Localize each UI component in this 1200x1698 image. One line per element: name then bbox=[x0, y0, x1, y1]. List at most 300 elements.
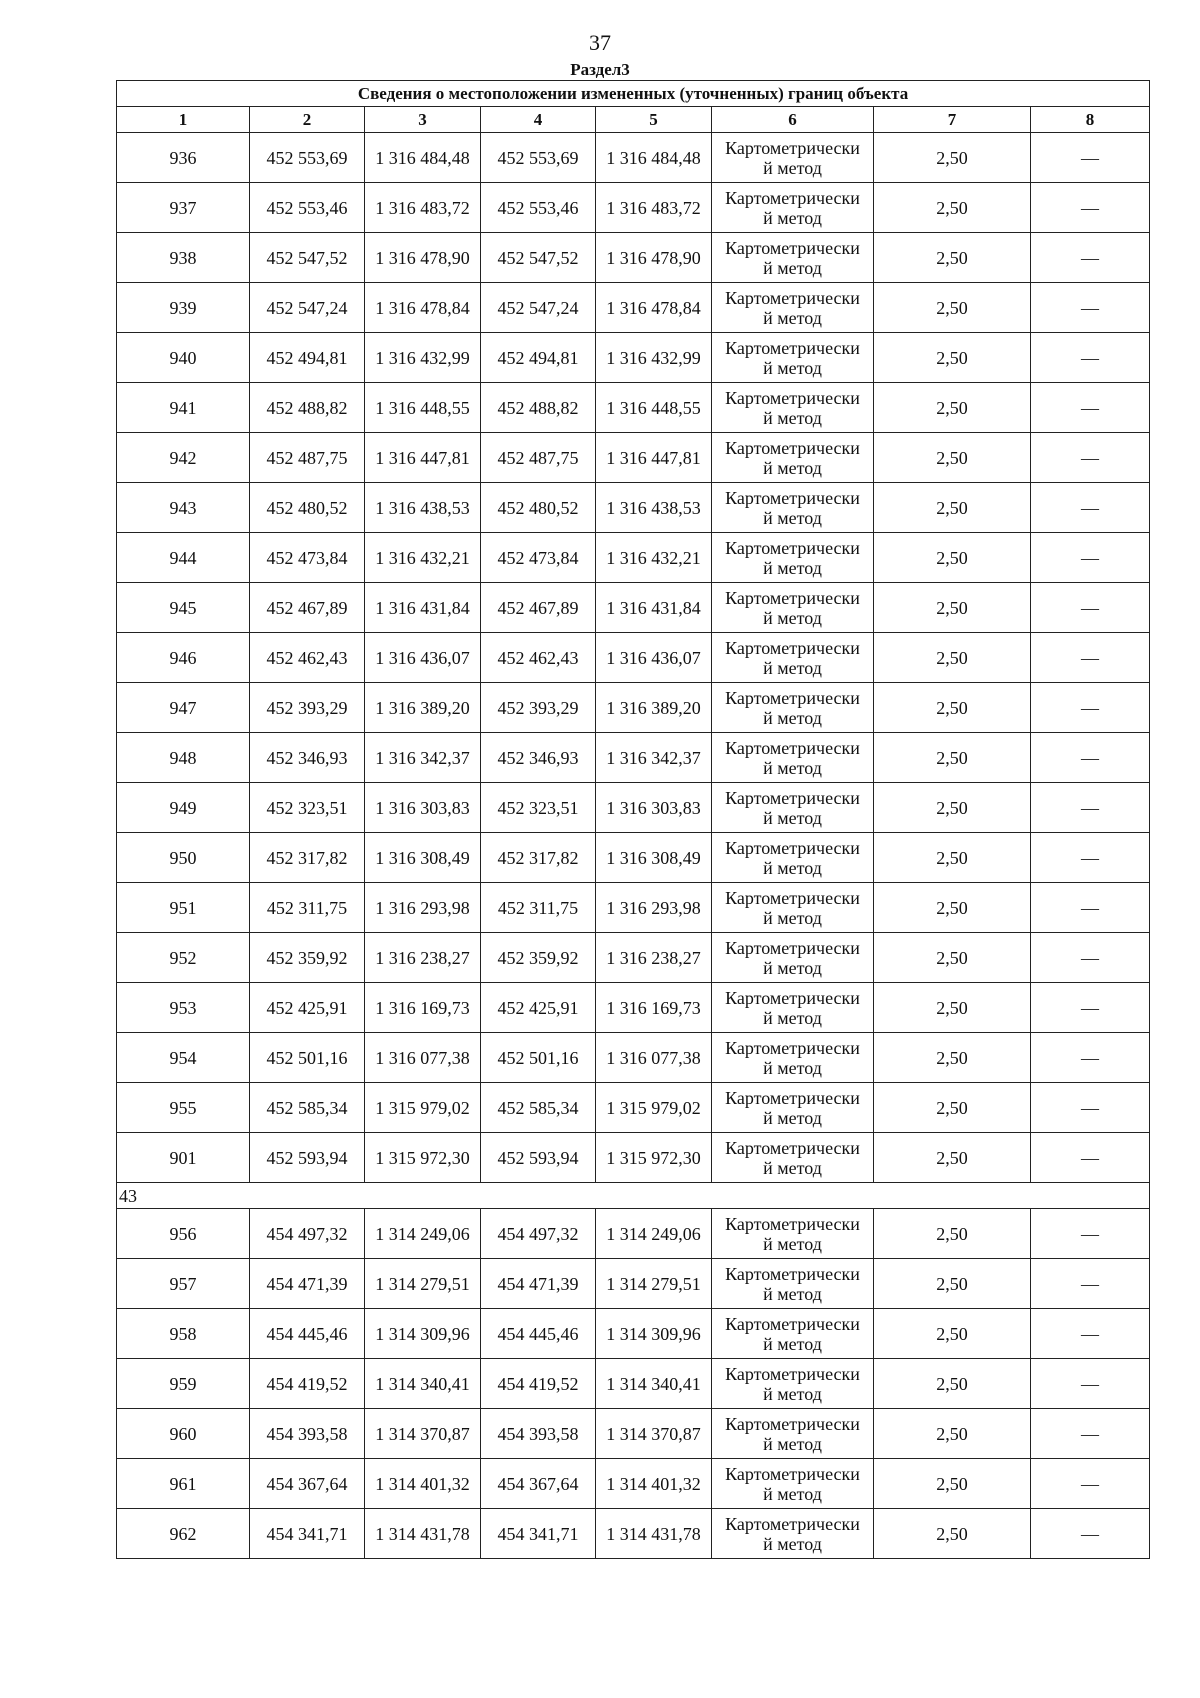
description-dash: — bbox=[1031, 183, 1150, 233]
method-text-line-2: й метод bbox=[763, 307, 822, 328]
description-dash: — bbox=[1031, 1133, 1150, 1183]
method-text-line-1: Картометрически bbox=[725, 1463, 860, 1484]
y-new: 1 316 432,21 bbox=[596, 533, 712, 583]
method-text-line-2: й метод bbox=[763, 257, 822, 278]
accuracy-value: 2,50 bbox=[874, 733, 1031, 783]
description-dash: — bbox=[1031, 533, 1150, 583]
description-dash: — bbox=[1031, 383, 1150, 433]
accuracy-value: 2,50 bbox=[874, 483, 1031, 533]
point-number: 954 bbox=[117, 1033, 250, 1083]
x-existing: 452 488,82 bbox=[250, 383, 365, 433]
x-new: 452 317,82 bbox=[481, 833, 596, 883]
y-new: 1 314 309,96 bbox=[596, 1309, 712, 1359]
point-number: 901 bbox=[117, 1133, 250, 1183]
method-text-line-2: й метод bbox=[763, 457, 822, 478]
y-existing: 1 314 309,96 bbox=[365, 1309, 481, 1359]
table-row bbox=[117, 1033, 1150, 1083]
y-new: 1 314 249,06 bbox=[596, 1209, 712, 1259]
table-row bbox=[117, 283, 1150, 333]
x-new: 452 494,81 bbox=[481, 333, 596, 383]
description-dash: — bbox=[1031, 433, 1150, 483]
method-cell bbox=[712, 583, 874, 633]
x-new: 452 488,82 bbox=[481, 383, 596, 433]
description-dash: — bbox=[1031, 633, 1150, 683]
x-existing: 452 473,84 bbox=[250, 533, 365, 583]
y-new: 1 316 448,55 bbox=[596, 383, 712, 433]
point-number: 945 bbox=[117, 583, 250, 633]
x-existing: 452 425,91 bbox=[250, 983, 365, 1033]
point-number: 956 bbox=[117, 1209, 250, 1259]
point-number: 951 bbox=[117, 883, 250, 933]
y-new: 1 316 438,53 bbox=[596, 483, 712, 533]
description-dash: — bbox=[1031, 583, 1150, 633]
method-cell bbox=[712, 133, 874, 183]
description-dash: — bbox=[1031, 733, 1150, 783]
y-new: 1 316 169,73 bbox=[596, 983, 712, 1033]
method-text-line-2: й метод bbox=[763, 207, 822, 228]
table-row bbox=[117, 683, 1150, 733]
point-number: 942 bbox=[117, 433, 250, 483]
table-caption: Сведения о местоположении измененных (уточненных) границ объекта bbox=[117, 81, 1150, 107]
point-number: 953 bbox=[117, 983, 250, 1033]
x-new: 452 393,29 bbox=[481, 683, 596, 733]
description-dash: — bbox=[1031, 1509, 1150, 1559]
method-text-line-2: й метод bbox=[763, 807, 822, 828]
y-new: 1 316 478,84 bbox=[596, 283, 712, 333]
accuracy-value: 2,50 bbox=[874, 383, 1031, 433]
x-new: 452 480,52 bbox=[481, 483, 596, 533]
accuracy-value: 2,50 bbox=[874, 183, 1031, 233]
y-new: 1 314 279,51 bbox=[596, 1259, 712, 1309]
method-text-line-1: Картометрически bbox=[725, 687, 860, 708]
table-row bbox=[117, 583, 1150, 633]
table-row bbox=[117, 783, 1150, 833]
method-text-line-1: Картометрически bbox=[725, 1213, 860, 1234]
table-row bbox=[117, 833, 1150, 883]
table-row bbox=[117, 233, 1150, 283]
x-existing: 452 585,34 bbox=[250, 1083, 365, 1133]
method-cell bbox=[712, 333, 874, 383]
column-number-5: 5 bbox=[596, 107, 712, 133]
description-dash: — bbox=[1031, 1209, 1150, 1259]
y-existing: 1 316 169,73 bbox=[365, 983, 481, 1033]
point-number: 946 bbox=[117, 633, 250, 683]
y-existing: 1 316 303,83 bbox=[365, 783, 481, 833]
point-number: 936 bbox=[117, 133, 250, 183]
method-cell bbox=[712, 1209, 874, 1259]
table-row bbox=[117, 1209, 1150, 1259]
x-new: 452 547,52 bbox=[481, 233, 596, 283]
description-dash: — bbox=[1031, 133, 1150, 183]
boundary-coordinates-table bbox=[116, 80, 1150, 1559]
method-text-line-1: Картометрически bbox=[725, 1413, 860, 1434]
method-cell bbox=[712, 233, 874, 283]
point-number: 941 bbox=[117, 383, 250, 433]
y-new: 1 316 238,27 bbox=[596, 933, 712, 983]
y-existing: 1 316 478,90 bbox=[365, 233, 481, 283]
method-text-line-2: й метод bbox=[763, 1007, 822, 1028]
method-cell bbox=[712, 883, 874, 933]
accuracy-value: 2,50 bbox=[874, 1459, 1031, 1509]
method-text-line-2: й метод bbox=[763, 357, 822, 378]
y-existing: 1 314 431,78 bbox=[365, 1509, 481, 1559]
table-row bbox=[117, 183, 1150, 233]
method-cell bbox=[712, 1409, 874, 1459]
y-new: 1 316 077,38 bbox=[596, 1033, 712, 1083]
x-existing: 452 323,51 bbox=[250, 783, 365, 833]
y-new: 1 316 293,98 bbox=[596, 883, 712, 933]
point-number: 960 bbox=[117, 1409, 250, 1459]
y-existing: 1 316 389,20 bbox=[365, 683, 481, 733]
x-new: 452 425,91 bbox=[481, 983, 596, 1033]
y-existing: 1 314 249,06 bbox=[365, 1209, 481, 1259]
y-new: 1 316 483,72 bbox=[596, 183, 712, 233]
method-cell bbox=[712, 1259, 874, 1309]
point-number: 948 bbox=[117, 733, 250, 783]
x-new: 452 553,46 bbox=[481, 183, 596, 233]
accuracy-value: 2,50 bbox=[874, 333, 1031, 383]
method-cell bbox=[712, 733, 874, 783]
description-dash: — bbox=[1031, 483, 1150, 533]
accuracy-value: 2,50 bbox=[874, 233, 1031, 283]
table-row bbox=[117, 1259, 1150, 1309]
column-number-7: 7 bbox=[874, 107, 1031, 133]
point-number: 955 bbox=[117, 1083, 250, 1133]
y-existing: 1 314 401,32 bbox=[365, 1459, 481, 1509]
x-existing: 452 487,75 bbox=[250, 433, 365, 483]
table-row bbox=[117, 483, 1150, 533]
y-existing: 1 316 077,38 bbox=[365, 1033, 481, 1083]
method-text-line-1: Картометрически bbox=[725, 737, 860, 758]
point-number: 944 bbox=[117, 533, 250, 583]
point-number: 938 bbox=[117, 233, 250, 283]
section-title: Раздел3 bbox=[570, 60, 630, 79]
x-existing: 452 317,82 bbox=[250, 833, 365, 883]
x-new: 454 471,39 bbox=[481, 1259, 596, 1309]
method-cell bbox=[712, 483, 874, 533]
y-new: 1 316 308,49 bbox=[596, 833, 712, 883]
table-row bbox=[117, 1359, 1150, 1409]
point-number: 959 bbox=[117, 1359, 250, 1409]
accuracy-value: 2,50 bbox=[874, 433, 1031, 483]
method-cell bbox=[712, 1133, 874, 1183]
table-row bbox=[117, 633, 1150, 683]
x-new: 452 553,69 bbox=[481, 133, 596, 183]
description-dash: — bbox=[1031, 783, 1150, 833]
x-existing: 454 341,71 bbox=[250, 1509, 365, 1559]
x-new: 452 462,43 bbox=[481, 633, 596, 683]
method-text-line-2: й метод bbox=[763, 1107, 822, 1128]
x-new: 452 501,16 bbox=[481, 1033, 596, 1083]
y-existing: 1 316 238,27 bbox=[365, 933, 481, 983]
column-number-2: 2 bbox=[250, 107, 365, 133]
y-existing: 1 316 447,81 bbox=[365, 433, 481, 483]
y-new: 1 316 431,84 bbox=[596, 583, 712, 633]
method-text-line-2: й метод bbox=[763, 607, 822, 628]
accuracy-value: 2,50 bbox=[874, 1209, 1031, 1259]
accuracy-value: 2,50 bbox=[874, 533, 1031, 583]
x-new: 454 341,71 bbox=[481, 1509, 596, 1559]
method-text-line-1: Картометрически bbox=[725, 287, 860, 308]
group-label: 43 bbox=[117, 1183, 1150, 1209]
point-number: 950 bbox=[117, 833, 250, 883]
table-row bbox=[117, 1133, 1150, 1183]
method-text-line-2: й метод bbox=[763, 907, 822, 928]
y-new: 1 316 436,07 bbox=[596, 633, 712, 683]
column-number-4: 4 bbox=[481, 107, 596, 133]
x-new: 454 445,46 bbox=[481, 1309, 596, 1359]
method-text-line-2: й метод bbox=[763, 1383, 822, 1404]
method-text-line-1: Картометрически bbox=[725, 1363, 860, 1384]
x-existing: 452 553,46 bbox=[250, 183, 365, 233]
method-text-line-2: й метод bbox=[763, 1233, 822, 1254]
x-existing: 452 494,81 bbox=[250, 333, 365, 383]
method-text-line-1: Картометрически bbox=[725, 337, 860, 358]
table-row bbox=[117, 1409, 1150, 1459]
method-text-line-1: Картометрически bbox=[725, 987, 860, 1008]
method-text-line-1: Картометрически bbox=[725, 187, 860, 208]
x-new: 452 585,34 bbox=[481, 1083, 596, 1133]
method-cell bbox=[712, 683, 874, 733]
method-text-line-2: й метод bbox=[763, 1483, 822, 1504]
x-existing: 454 445,46 bbox=[250, 1309, 365, 1359]
accuracy-value: 2,50 bbox=[874, 133, 1031, 183]
description-dash: — bbox=[1031, 233, 1150, 283]
point-number: 939 bbox=[117, 283, 250, 333]
method-text-line-2: й метод bbox=[763, 1333, 822, 1354]
table-row bbox=[117, 883, 1150, 933]
y-new: 1 315 972,30 bbox=[596, 1133, 712, 1183]
description-dash: — bbox=[1031, 1259, 1150, 1309]
y-existing: 1 316 342,37 bbox=[365, 733, 481, 783]
table-row bbox=[117, 1459, 1150, 1509]
x-new: 452 359,92 bbox=[481, 933, 596, 983]
method-cell bbox=[712, 533, 874, 583]
accuracy-value: 2,50 bbox=[874, 1359, 1031, 1409]
accuracy-value: 2,50 bbox=[874, 1259, 1031, 1309]
y-new: 1 315 979,02 bbox=[596, 1083, 712, 1133]
point-number: 947 bbox=[117, 683, 250, 733]
table-row bbox=[117, 983, 1150, 1033]
x-new: 452 311,75 bbox=[481, 883, 596, 933]
y-existing: 1 314 370,87 bbox=[365, 1409, 481, 1459]
accuracy-value: 2,50 bbox=[874, 583, 1031, 633]
description-dash: — bbox=[1031, 933, 1150, 983]
table-row bbox=[117, 1309, 1150, 1359]
point-number: 957 bbox=[117, 1259, 250, 1309]
method-cell bbox=[712, 1033, 874, 1083]
description-dash: — bbox=[1031, 1033, 1150, 1083]
column-number-3: 3 bbox=[365, 107, 481, 133]
x-new: 454 419,52 bbox=[481, 1359, 596, 1409]
y-existing: 1 316 432,21 bbox=[365, 533, 481, 583]
x-existing: 454 419,52 bbox=[250, 1359, 365, 1409]
x-existing: 454 471,39 bbox=[250, 1259, 365, 1309]
method-cell bbox=[712, 1509, 874, 1559]
x-new: 452 487,75 bbox=[481, 433, 596, 483]
point-number: 943 bbox=[117, 483, 250, 533]
table-caption-row bbox=[117, 81, 1150, 107]
y-existing: 1 316 436,07 bbox=[365, 633, 481, 683]
table-row bbox=[117, 533, 1150, 583]
description-dash: — bbox=[1031, 1409, 1150, 1459]
method-cell bbox=[712, 1359, 874, 1409]
x-existing: 452 393,29 bbox=[250, 683, 365, 733]
x-existing: 452 480,52 bbox=[250, 483, 365, 533]
method-cell bbox=[712, 283, 874, 333]
y-existing: 1 316 483,72 bbox=[365, 183, 481, 233]
y-existing: 1 316 308,49 bbox=[365, 833, 481, 883]
x-new: 454 497,32 bbox=[481, 1209, 596, 1259]
accuracy-value: 2,50 bbox=[874, 1509, 1031, 1559]
method-text-line-1: Картометрически bbox=[725, 1513, 860, 1534]
point-number: 949 bbox=[117, 783, 250, 833]
method-text-line-1: Картометрически bbox=[725, 237, 860, 258]
method-cell bbox=[712, 833, 874, 883]
y-existing: 1 316 431,84 bbox=[365, 583, 481, 633]
method-text-line-2: й метод bbox=[763, 1157, 822, 1178]
group-row bbox=[117, 1183, 1150, 1209]
y-new: 1 314 401,32 bbox=[596, 1459, 712, 1509]
x-new: 452 323,51 bbox=[481, 783, 596, 833]
x-new: 452 346,93 bbox=[481, 733, 596, 783]
method-text-line-1: Картометрически bbox=[725, 787, 860, 808]
y-new: 1 316 432,99 bbox=[596, 333, 712, 383]
method-cell bbox=[712, 983, 874, 1033]
table-row bbox=[117, 333, 1150, 383]
accuracy-value: 2,50 bbox=[874, 983, 1031, 1033]
accuracy-value: 2,50 bbox=[874, 1409, 1031, 1459]
method-cell bbox=[712, 633, 874, 683]
description-dash: — bbox=[1031, 1359, 1150, 1409]
method-text-line-1: Картометрически bbox=[725, 1313, 860, 1334]
method-text-line-2: й метод bbox=[763, 557, 822, 578]
method-cell bbox=[712, 1083, 874, 1133]
method-text-line-1: Картометрически bbox=[725, 487, 860, 508]
x-existing: 452 547,24 bbox=[250, 283, 365, 333]
method-text-line-2: й метод bbox=[763, 957, 822, 978]
method-text-line-1: Картометрически bbox=[725, 387, 860, 408]
method-cell bbox=[712, 383, 874, 433]
x-new: 454 393,58 bbox=[481, 1409, 596, 1459]
accuracy-value: 2,50 bbox=[874, 683, 1031, 733]
method-cell bbox=[712, 933, 874, 983]
column-number-8: 8 bbox=[1031, 107, 1150, 133]
method-text-line-2: й метод bbox=[763, 157, 822, 178]
x-existing: 452 553,69 bbox=[250, 133, 365, 183]
table-row bbox=[117, 383, 1150, 433]
accuracy-value: 2,50 bbox=[874, 1083, 1031, 1133]
method-text-line-1: Картометрически bbox=[725, 587, 860, 608]
method-cell bbox=[712, 433, 874, 483]
table-row bbox=[117, 433, 1150, 483]
method-text-line-2: й метод bbox=[763, 1283, 822, 1304]
table-body bbox=[117, 81, 1150, 1559]
method-text-line-1: Картометрически bbox=[725, 887, 860, 908]
x-existing: 452 501,16 bbox=[250, 1033, 365, 1083]
y-new: 1 314 340,41 bbox=[596, 1359, 712, 1409]
method-text-line-2: й метод bbox=[763, 707, 822, 728]
accuracy-value: 2,50 bbox=[874, 933, 1031, 983]
y-new: 1 316 478,90 bbox=[596, 233, 712, 283]
accuracy-value: 2,50 bbox=[874, 1133, 1031, 1183]
y-new: 1 316 447,81 bbox=[596, 433, 712, 483]
accuracy-value: 2,50 bbox=[874, 283, 1031, 333]
column-number-1: 1 bbox=[117, 107, 250, 133]
description-dash: — bbox=[1031, 1459, 1150, 1509]
y-existing: 1 316 438,53 bbox=[365, 483, 481, 533]
method-text-line-1: Картометрически bbox=[725, 1037, 860, 1058]
column-number-6: 6 bbox=[712, 107, 874, 133]
method-text-line-1: Картометрически bbox=[725, 637, 860, 658]
accuracy-value: 2,50 bbox=[874, 783, 1031, 833]
method-text-line-1: Картометрически bbox=[725, 837, 860, 858]
method-text-line-1: Картометрически bbox=[725, 137, 860, 158]
method-text-line-2: й метод bbox=[763, 1433, 822, 1454]
y-existing: 1 314 279,51 bbox=[365, 1259, 481, 1309]
x-new: 452 467,89 bbox=[481, 583, 596, 633]
description-dash: — bbox=[1031, 833, 1150, 883]
table-row bbox=[117, 1509, 1150, 1559]
accuracy-value: 2,50 bbox=[874, 833, 1031, 883]
accuracy-value: 2,50 bbox=[874, 1033, 1031, 1083]
accuracy-value: 2,50 bbox=[874, 883, 1031, 933]
description-dash: — bbox=[1031, 883, 1150, 933]
method-text-line-2: й метод bbox=[763, 1533, 822, 1554]
method-text-line-1: Картометрически bbox=[725, 937, 860, 958]
method-cell bbox=[712, 1309, 874, 1359]
x-existing: 452 467,89 bbox=[250, 583, 365, 633]
point-number: 958 bbox=[117, 1309, 250, 1359]
method-cell bbox=[712, 183, 874, 233]
accuracy-value: 2,50 bbox=[874, 633, 1031, 683]
y-new: 1 316 389,20 bbox=[596, 683, 712, 733]
method-text-line-1: Картометрически bbox=[725, 537, 860, 558]
y-existing: 1 316 484,48 bbox=[365, 133, 481, 183]
y-new: 1 316 303,83 bbox=[596, 783, 712, 833]
accuracy-value: 2,50 bbox=[874, 1309, 1031, 1359]
y-existing: 1 315 979,02 bbox=[365, 1083, 481, 1133]
y-existing: 1 316 478,84 bbox=[365, 283, 481, 333]
table-row bbox=[117, 733, 1150, 783]
x-existing: 452 593,94 bbox=[250, 1133, 365, 1183]
x-existing: 452 547,52 bbox=[250, 233, 365, 283]
x-new: 452 593,94 bbox=[481, 1133, 596, 1183]
table-row bbox=[117, 933, 1150, 983]
point-number: 962 bbox=[117, 1509, 250, 1559]
method-text-line-2: й метод bbox=[763, 407, 822, 428]
y-existing: 1 316 293,98 bbox=[365, 883, 481, 933]
method-text-line-2: й метод bbox=[763, 757, 822, 778]
method-text-line-1: Картометрически bbox=[725, 1263, 860, 1284]
x-existing: 454 393,58 bbox=[250, 1409, 365, 1459]
description-dash: — bbox=[1031, 1083, 1150, 1133]
x-new: 452 547,24 bbox=[481, 283, 596, 333]
method-cell bbox=[712, 783, 874, 833]
column-number-row bbox=[117, 107, 1150, 133]
description-dash: — bbox=[1031, 683, 1150, 733]
method-text-line-2: й метод bbox=[763, 657, 822, 678]
table-row bbox=[117, 1083, 1150, 1133]
table-row bbox=[117, 133, 1150, 183]
point-number: 940 bbox=[117, 333, 250, 383]
x-existing: 452 359,92 bbox=[250, 933, 365, 983]
point-number: 937 bbox=[117, 183, 250, 233]
method-text-line-1: Картометрически bbox=[725, 1087, 860, 1108]
x-existing: 452 346,93 bbox=[250, 733, 365, 783]
x-new: 454 367,64 bbox=[481, 1459, 596, 1509]
y-new: 1 316 342,37 bbox=[596, 733, 712, 783]
